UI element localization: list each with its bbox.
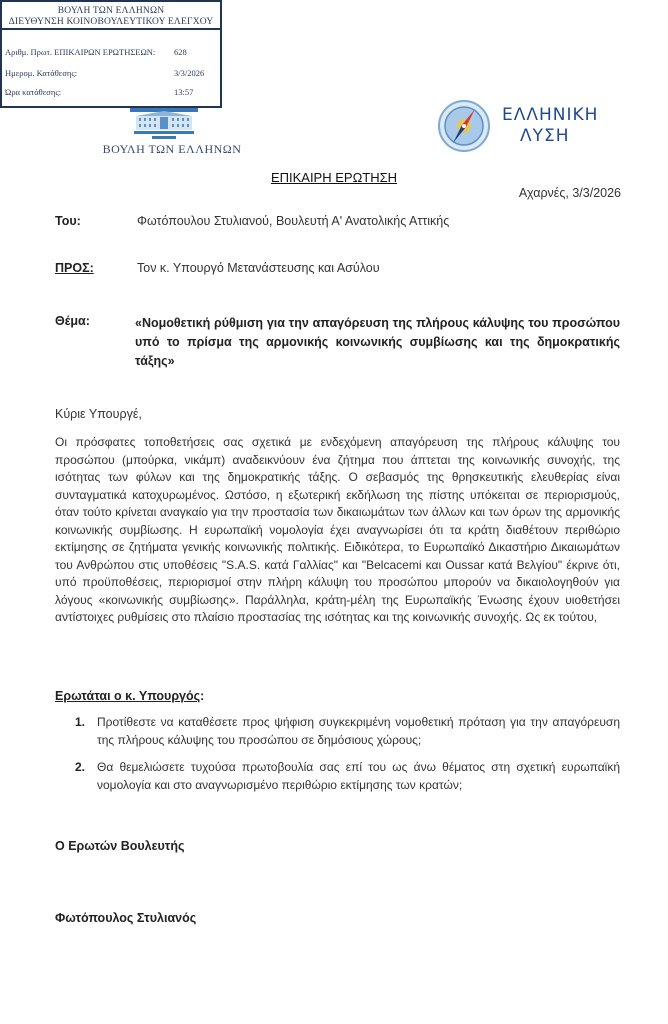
from-label: Του:: [55, 214, 81, 228]
questions-heading: [55, 689, 204, 703]
from-value: Φωτόπουλου Στυλιανού, Βουλευτή Α' Ανατολικής Αττικής: [137, 214, 450, 228]
stamp-header-line1: ΒΟΥΛΗ ΤΩΝ ΕΛΛΗΝΩΝ: [57, 6, 165, 16]
question-item: [75, 714, 620, 749]
parliament-logo-text: ΒΟΥΛΗ ΤΩΝ ΕΛΛΗΝΩΝ: [102, 142, 242, 156]
to-value: Τον κ. Υπουργό Μετανάστευσης και Ασύλου: [137, 261, 380, 275]
compass-emblem-icon: [438, 100, 490, 152]
stamp-protocol-label: Αριθμ. Πρωτ. ΕΠΙΚΑΙΡΩΝ ΕΡΩΤΗΣΕΩΝ:: [5, 47, 156, 57]
party-logo: [438, 100, 608, 154]
subject-value: «Νομοθετική ρύθμιση για την απαγόρευση της πλήρους κάλυψης του προσώπου υπό το πρίσμα της αρμονικής κοινωνικής συμβίωσης και της δημοκρατικής τάξης»: [135, 316, 620, 368]
salutation: Κύριε Υπουργέ,: [55, 407, 142, 421]
questions-heading-colon: :: [200, 689, 205, 703]
party-name: [502, 105, 598, 147]
party-name-line2: ΛΥΣΗ: [520, 126, 570, 146]
questions-list: [75, 714, 620, 804]
subject-label: Θέμα:: [55, 314, 90, 328]
questions-heading-text: Ερωτάται ο κ. Υπουργός: [55, 689, 201, 703]
place-date: Αχαρνές, 3/3/2026: [518, 186, 621, 200]
stamp-header-line2: ΔΙΕΥΘΥΝΣΗ ΚΟΙΝΟΒΟΥΛΕΥΤΙΚΟΥ ΕΛΕΓΧΟΥ: [8, 17, 214, 27]
document-title: ΕΠΙΚΑΙΡΗ ΕΡΩΤΗΣΗ: [270, 170, 398, 185]
party-name-line1: ΕΛΛΗΝΙΚΗ: [502, 105, 599, 125]
stamp-header: [2, 2, 220, 30]
stamp-date-value: 3/3/2026: [174, 68, 205, 78]
question-text: Θα θεμελιώσετε τυχούσα πρωτοβουλία σας επί του ως άνω θέματος στη σχετική ευρωπαϊκή νομολογία και στο αναγνωρισμένο περιθώριο εκτίμησης των κρατών;: [97, 760, 620, 792]
question-number: 2.: [75, 760, 86, 774]
stamp-time-label: Ώρα κατάθεσης:: [5, 87, 62, 97]
stamp-protocol-value: 628: [174, 47, 187, 57]
stamp-date-label: Ημερομ. Κατάθεσης:: [5, 68, 78, 78]
question-item: [75, 759, 620, 794]
stamp-time-value: 13:57: [174, 87, 194, 97]
signature-role: Ο Ερωτών Βουλευτής: [55, 839, 185, 853]
to-label: ΠΡΟΣ:: [55, 261, 94, 275]
body-paragraph: Οι πρόσφατες τοποθετήσεις σας σχετικά με ενδεχόμενη απαγόρευση της πλήρους κάλυψης του προσώπου (μπούρκα, νικάμπ) αναδεικνύουν ένα ζήτημα που άπτεται της κοινωνικής συνοχής, της ισότητας των φύλων και της δημοκρατικής τάξης. Ο σεβασμός της θρησκευτικής ελευθερίας είναι συνταγματικά κατοχυρωμένος. Ωστόσο, η εξωτερική εκδήλωση της πίστης υπόκειται σε περιορισμούς, όταν τούτο κρίνεται αναγκαίο για την προστασία των δικαιωμάτων των άλλων και των όρων της αρμονικής κοινωνικής συμβίωσης. Η ευρωπαϊκή νομολογία έχει αναγνωρίσει ότι τα κράτη διαθέτουν περιθώριο εκτίμησης σε ζητήματα γενικής κοινωνικής πολιτικής. Ειδικότερα, το Ευρωπαϊκό Δικαστήριο Δικαιωμάτων του Ανθρώπου στις υποθέσεις "S.A.S. κατά Γαλλίας" και "Belcacemi και Oussar κατά Βελγίου" έκρινε ότι, υπό προϋποθέσεις, περιορισμοί στην πλήρη κάλυψη του προσώπου μπορούν να δικαιολογηθούν για λόγους «κοινωνικής συμβίωσης». Παράλληλα, κράτη-μέλη της Ευρωπαϊκής Ένωσης έχουν υιοθετήσει αντίστοιχες ρυθμίσεις στο πλαίσιο προστασίας της ισότητας και της κοινωνικής συνοχής. Ως εκ τούτου,: [55, 435, 620, 624]
filing-stamp: [0, 0, 222, 108]
question-number: 1.: [75, 715, 86, 729]
question-text: Προτίθεστε να καταθέσετε προς ψήφιση συγκεκριμένη νομοθετική πρόταση για την απαγόρευση της πλήρους κάλυψης του προσώπου σε δημόσιους χώρους;: [97, 715, 620, 747]
signature-name: Φωτόπουλος Στυλιανός: [55, 911, 197, 925]
